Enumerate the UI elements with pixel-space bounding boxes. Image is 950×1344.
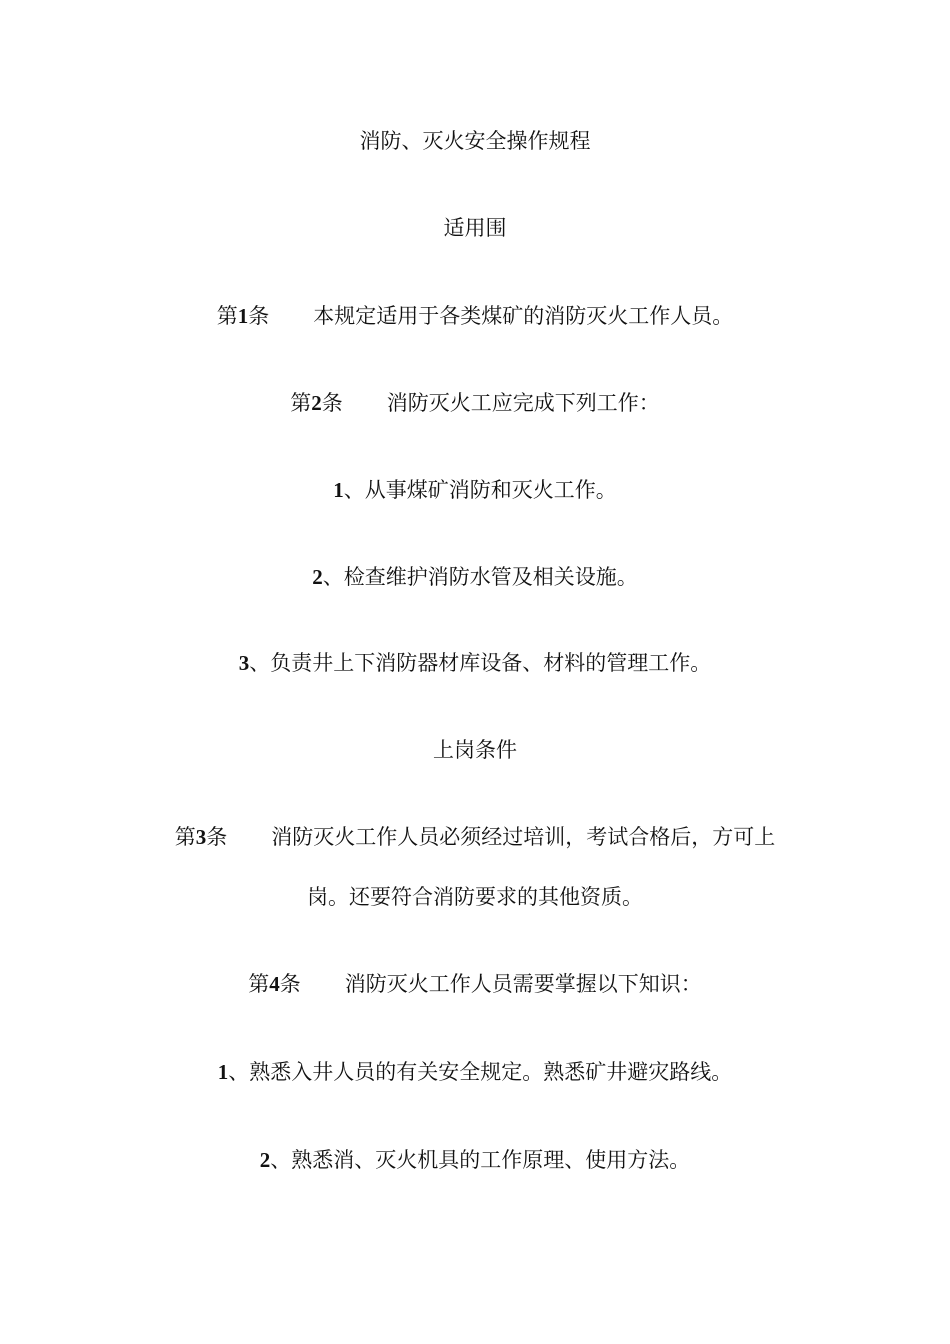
item-number: 2 — [259, 1148, 271, 1172]
article-number: 4 — [269, 972, 280, 996]
article-2 — [0, 389, 950, 417]
item-text: 、熟悉入井人员的有关安全规定。熟悉矿井避灾路线。 — [228, 1060, 733, 1084]
item-number: 2 — [312, 565, 323, 589]
list-item — [0, 1146, 950, 1174]
list-item — [0, 563, 950, 591]
article-text: 本规定适用于各类煤矿的消防灭火工作人员。 — [313, 304, 734, 328]
list-item — [0, 476, 950, 504]
article-text: 消防灭火工应完成下列工作： — [386, 391, 660, 415]
article-number: 2 — [311, 391, 322, 415]
section-heading-scope: 适用围 — [443, 216, 507, 240]
article-suffix: 条 — [206, 825, 228, 849]
item-text: 、检查维护消防水管及相关设施。 — [322, 565, 638, 589]
article-number: 3 — [195, 825, 207, 849]
article-number: 1 — [237, 304, 249, 328]
article-suffix: 条 — [248, 304, 270, 328]
article-1 — [0, 302, 950, 330]
article-text: 消防灭火工作人员需要掌握以下知识： — [344, 972, 702, 996]
article-prefix: 第 — [216, 304, 238, 328]
article-prefix: 第 — [248, 972, 270, 996]
item-number: 1 — [333, 478, 344, 502]
article-3-continuation: 岗。还要符合消防要求的其他资质。 — [307, 885, 643, 909]
document-title: 消防、灭火安全操作规程 — [359, 129, 591, 153]
article-prefix: 第 — [174, 825, 196, 849]
item-text: 、从事煤矿消防和灭火工作。 — [343, 478, 617, 502]
article-3 — [0, 823, 950, 851]
article-4 — [0, 970, 950, 998]
item-text: 、负责井上下消防器材库设备、材料的管理工作。 — [249, 651, 712, 675]
item-number: 1 — [217, 1060, 229, 1084]
list-item — [0, 1058, 950, 1086]
article-suffix: 条 — [321, 391, 343, 415]
item-number: 3 — [238, 651, 250, 675]
section-heading-conditions: 上岗条件 — [433, 738, 517, 762]
article-text: 消防灭火工作人员必须经过培训，考试合格后，方可上 — [271, 825, 776, 849]
list-item — [0, 649, 950, 677]
article-suffix: 条 — [279, 972, 301, 996]
item-text: 、熟悉消、灭火机具的工作原理、使用方法。 — [270, 1148, 691, 1172]
article-prefix: 第 — [290, 391, 312, 415]
